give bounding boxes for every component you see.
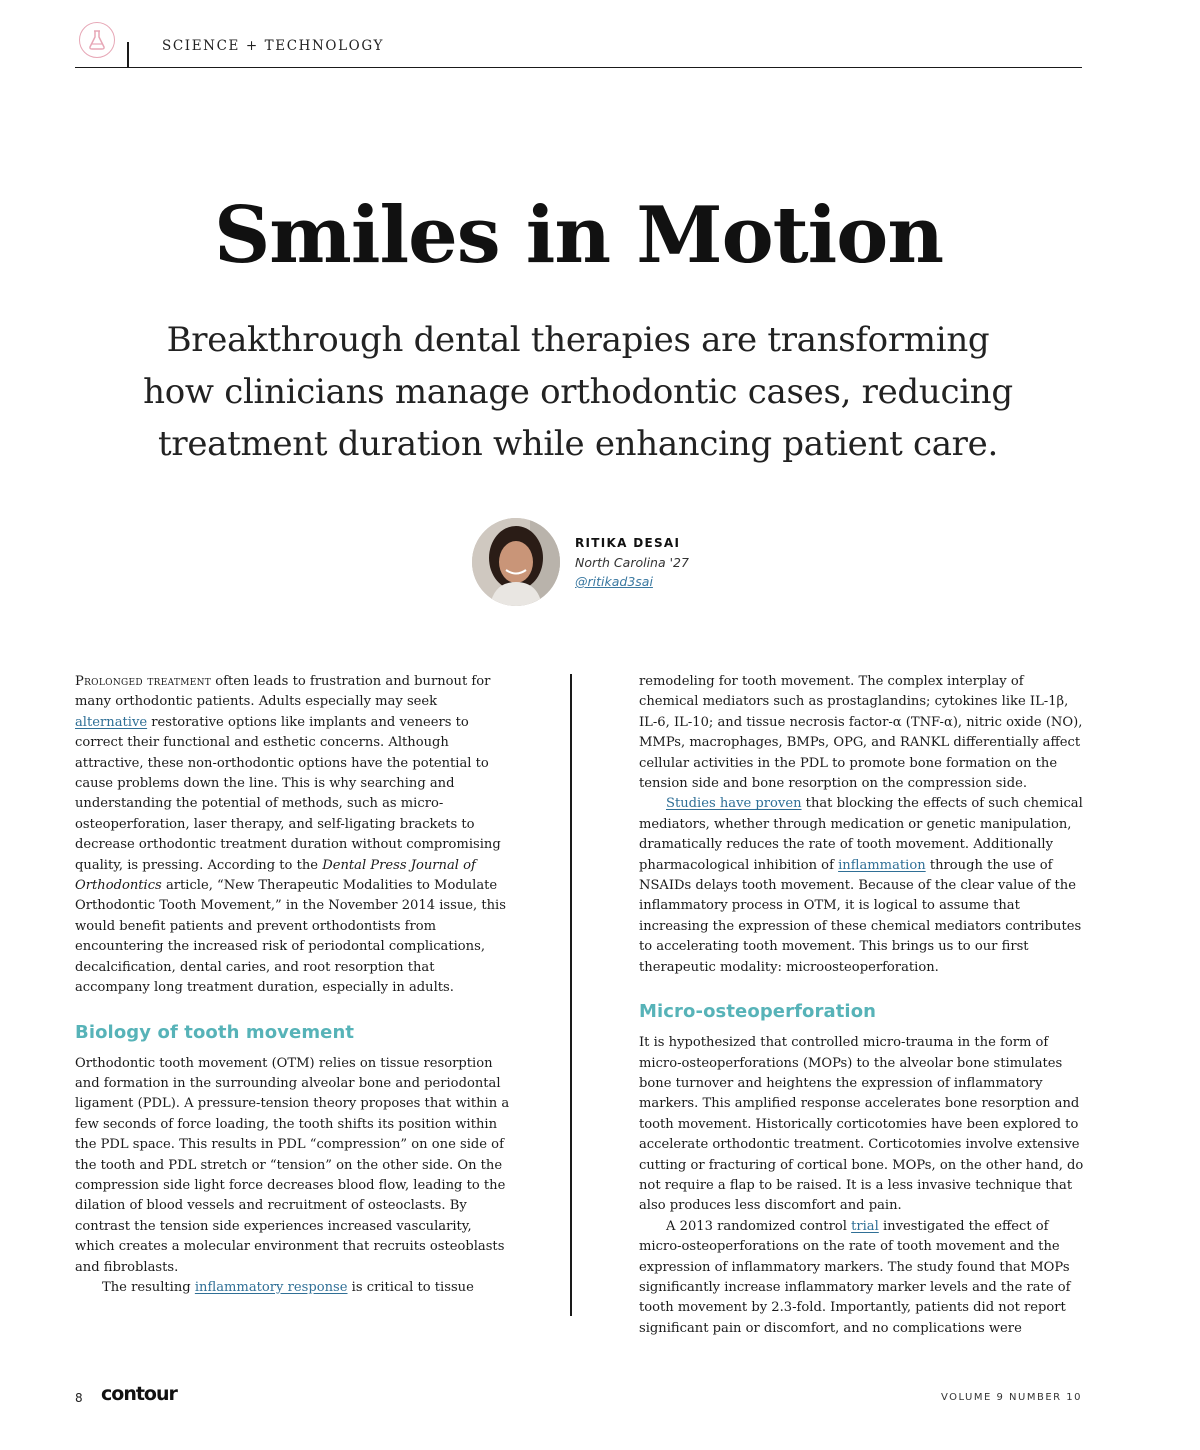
link-studies-have-proven[interactable]: Studies have proven [666,796,802,812]
link-inflammatory-response[interactable]: inflammatory response [194,1279,348,1295]
link-alternative[interactable]: alternative [75,714,148,730]
section-label: SCIENCE + TECHNOLOGY [162,38,384,54]
author-avatar [472,518,560,606]
paragraph-studies: Studies have proven that blocking the effects of such chemical mediators, whether through medication or genetic manipulation, dramatically reduces the rate of tooth movement. Additionally pharmacological inhibition of inflammation through the use of NSAIDs delays tooth movement. Because of the clear value of the inflammatory process in OTM, it is logical to assume that increasing the expression of these chemical mediators contributes to accelerating tooth movement. This brings us to our first therapeutic modality: microosteoperforation. [639,796,1083,975]
magazine-logo: contour [101,1383,177,1405]
author-name: RITIKA DESAI [575,536,681,550]
page-number: 8 [75,1391,83,1405]
header-divider [127,42,129,68]
column-divider [570,674,572,1316]
paragraph-inflammatory: The resulting inflammatory response is critical to tissue [102,1279,474,1295]
section-heading-biology: Biology of tooth movement [75,1021,355,1043]
article-column-left [75,672,511,1298]
link-trial[interactable]: trial [851,1218,879,1234]
link-inflammation[interactable]: inflammation [838,857,926,873]
article-column-right-flow [639,672,1084,1339]
flask-icon [79,22,115,58]
author-school: North Carolina '27 [575,555,689,570]
author-handle-link[interactable]: @ritikad3sai [575,574,653,589]
section-heading-micro-osteoperforation: Micro-osteoperforation [639,1001,877,1023]
paragraph-otm: Orthodontic tooth movement (OTM) relies on tissue resorption and formation in the surrounding alveolar bone and periodontal ligament (PDL). A pressure-tension theory proposes that within a few seconds of force loading, the tooth shifts its position within the PDL space. This results in PDL “compression” on one side of the tooth and PDL stretch or “tension” on the other side. On the compression side light force decreases blood flow, leading to the dilation of blood vessels and recruitment of osteoclasts. By contrast the tension side experiences increased vascularity, which creates a molecular environment that recruits osteoblasts and fibroblasts. [75,1055,510,1275]
paragraph-inflammatory-continued: remodeling for tooth movement. The complex interplay of chemical mediators such as prostaglandins; cytokines like IL-1β, IL-6, IL-10; and tissue necrosis factor-α (TNF-α), nitric oxide (NO), MMPs, macrophages, BMPs, OPG, and RANKL differentially affect cellular activities in the PDL to promote bone formation on the tension side and bone resorption on the compression side. [639,674,1083,792]
article-title: Smiles in Motion [213,190,944,281]
paragraph-mops: It is hypothesized that controlled micro-trauma in the form of micro-osteoperforations (MOPs) to the alveolar bone stimulates bone turnover and heightens the expression of inflammatory markers. This amplified response accelerates bone resorption and tooth movement. Historically corticotomies have been explored to accelerate orthodontic treatment. Corticotomies involve extensive cutting or fracturing of cortical bone. MOPs, on the other hand, do not require a flap to be raised. It is a less invasive technique that also produces less discomfort and pain. [639,1035,1084,1214]
paragraph-trial: A 2013 randomized control trial investigated the effect of micro-osteoperforations on the rate of tooth movement and the expression of inflammatory markers. The study found that MOPs significantly increase inflammatory marker levels and the rate of tooth movement by 2.3-fold. Importantly, patients did not report significant pain or discomfort, and no complications were [639,1218,1071,1336]
journal-name: Dental Press Journal of Orthodontics [75,857,476,894]
volume-issue: VOLUME 9 NUMBER 10 [940,1392,1082,1403]
page-header [75,22,1082,68]
lead-in: Prolonged treatment [75,674,212,689]
paragraph-intro: Prolonged treatment often leads to frustration and burnout for many orthodontic patients. Adults especially may seek alternative restorative options like implants and veneers to correct their functional and esthetic concerns. Although attractive, these non-orthodontic options have the potential to cause problems down the line. This is why searching and understanding the potential of methods, such as micro-osteoperforation, laser therapy, and self-ligating brackets to decrease orthodontic treatment duration without compromising quality, is pressing. According to the Dental Press Journal of Orthodontics article, “New Therapeutic Modalities to Modulate Orthodontic Tooth Movement,” in the November 2014 issue, this would benefit patients and prevent orthodontists from encountering the increased risk of periodontal complications, decalcification, dental caries, and root resorption that accompany long treatment duration, especially in adults. [75,674,506,996]
article-subtitle: Breakthrough dental therapies are transforming how clinicians manage orthodontic cases, reducing treatment duration while enhancing patient care. [143,320,1013,464]
